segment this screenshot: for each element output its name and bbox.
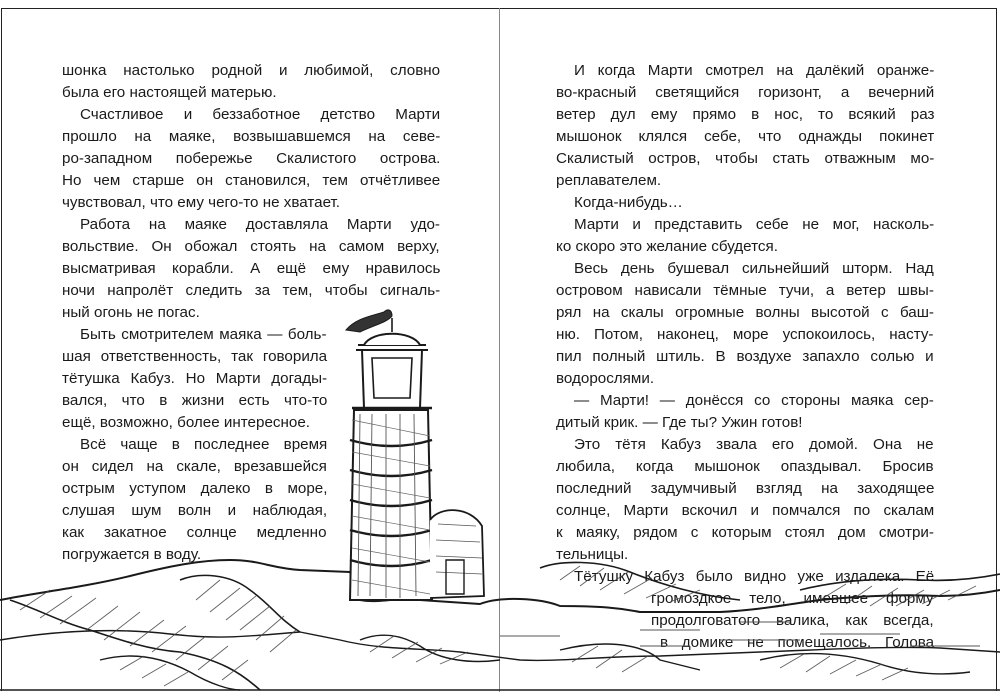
text-line: солнце, Марти вскочил и помчался по скалам [556,502,935,519]
lighthouse-illustration [0,300,1000,692]
text-line: тётушка Кабуз. Но Марти догады- [62,370,328,387]
text-line: пил полный штиль. В воздухе запахло солью и [556,348,934,365]
text-line: Скалистый остров, чтобы стать отважным мо- [556,150,935,167]
text-line: ню. Потом, наконец, море успокоилось, насту- [556,326,934,343]
text-line: Марти и представить себе не мог, насколь- [574,216,935,233]
text-line: шонка настолько родной и любимой, словно [62,62,441,79]
text-line: ветер дул ему прямо в нос, то всякий раз [556,106,935,123]
text-line: к маяку, рядом с которым стоял дом смотри- [556,524,934,541]
text-line: ро-западном побережье Скалистого острова. [62,150,441,167]
text-line: — Марти! — донёсся со стороны маяка сер- [574,392,934,409]
text-line: Счастливое и беззаботное детство Марти [80,106,441,123]
text-line: была его настоящей матерью. [62,84,277,101]
text-line: Всё чаще в последнее время [80,436,328,453]
text-line: шая ответственность, так говорила [62,348,328,365]
text-line: водорослями. [556,370,655,387]
text-line: мышонок клялся себе, что однажды покинет [556,128,935,145]
lighthouse-tower [346,310,484,600]
text-line: слушая шум волн и наблюдая, [62,502,328,519]
text-line: острым уступом далеко в море, [62,480,328,497]
text-line: ночи напролёт следить за тем, чтобы сигналь- [62,282,441,299]
rocky-shore-drawing [0,560,1000,690]
text-line: Весь день бушевал сильнейший шторм. Над [574,260,934,277]
text-line: Тётушку Кабуз было видно уже издалека. Её [574,568,935,585]
text-line: островом нависали тёмные тучи, а ветер швы- [556,282,934,299]
text-line: Когда-нибудь… [574,194,683,211]
text-line: он сидел на скале, врезавшейся [62,458,327,475]
text-line: ещё, возможно, более интересное. [62,414,310,431]
text-line: ный огонь не погас. [62,304,200,321]
text-line: последний задумчивый взгляд на заходящее [556,480,935,497]
sea-lines [500,622,980,646]
text-line: продолговатого валика, как всегда, [651,612,934,629]
text-line: во-красный светящийся горизонт, а вечерний [556,84,935,101]
text-line: рял на скалы огромные волны высотой с баш- [556,304,934,321]
text-line: ко скоро это желание сбудется. [556,238,778,255]
text-line: в домике не помещалось. Голова [660,634,935,651]
text-line: дитый крик. — Где ты? Ужин готов! [556,414,803,431]
text-line: реплавателем. [556,172,662,189]
text-line: как закатное солнце медленно [62,524,327,541]
text-line: вался, что в жизни есть что-то [62,392,328,409]
text-line: Работа на маяке доставляла Марти удо- [80,216,440,233]
text-line: Но чем старше он становился, тем отчётливее [62,172,441,189]
text-line: Это тётя Кабуз звала его домой. Она не [574,436,934,453]
text-line: тельницы. [556,546,629,563]
text-line: погружается в воду. [62,546,202,563]
text-line: любила, когда мышонок опаздывал. Бросив [556,458,934,475]
text-line: прошло на маяке, возвышавшемся на севе- [62,128,441,145]
text-line: Быть смотрителем маяка — боль- [80,326,327,343]
text-line: И когда Марти смотрел на далёкий оранже- [574,62,935,79]
text-line: высматривая корабли. А ещё ему нравилось [62,260,441,277]
text-line: чувствовал, что ему чего-то не хватает. [62,194,341,211]
text-line: громоздкое тело, имевшее форму [651,590,934,607]
text-line: вольствие. Он обожал стоять на самом верху, [62,238,440,255]
